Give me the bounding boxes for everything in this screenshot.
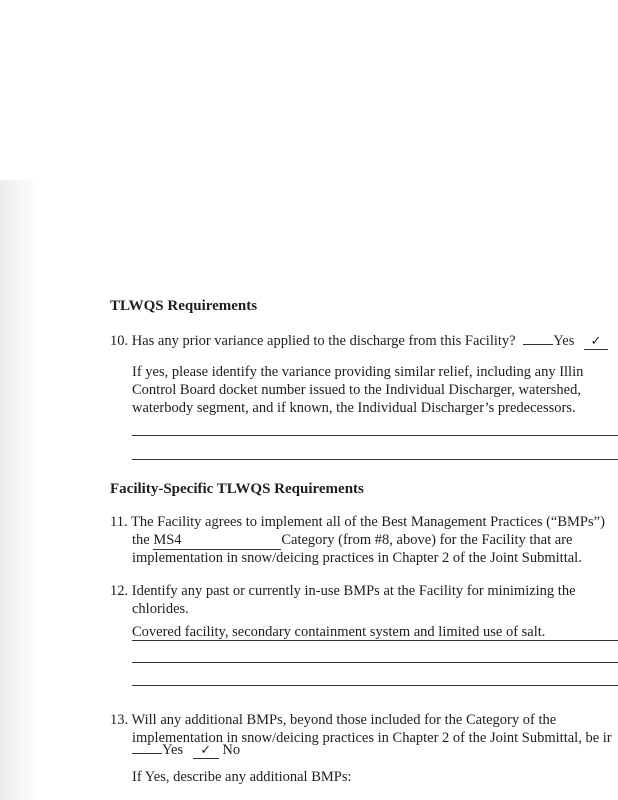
q12-answer-text[interactable]: Covered facility, secondary containment system and limited use of salt. [132,624,546,640]
question-13-line-2: implementation in snow/deicing practices in Chapter 2 of the Joint Submittal, be ir [132,730,612,746]
q13-yes-blank[interactable] [132,740,162,754]
question-10-number: 10. [110,333,129,349]
section-heading-tlwqs-requirements: TLWQS Requirements [110,298,258,314]
question-12-line-2: chlorides. [132,601,189,617]
q10-answer-line-1[interactable] [132,435,618,436]
q13-followup-prompt: If Yes, describe any additional BMPs: [132,769,352,785]
q12-answer-line-2[interactable] [132,662,618,663]
question-11-number: 11. [110,514,128,530]
q11-line-2-suffix: Category (from #8, above) for the Facility that are [281,532,573,548]
q10-detail-line-2: Control Board docket number issued to the Individual Discharger, watershed, [132,382,581,398]
question-13-number: 13. [110,712,129,728]
q13-no-check-mark[interactable]: ✓ [193,742,219,759]
q10-yes-label: Yes [553,333,575,349]
question-12-text: Identify any past or currently in-use BMPs at the Facility for minimizing the [131,583,576,599]
q10-no-check-mark[interactable]: ✓ [584,333,608,350]
q10-yes-blank[interactable] [523,331,553,345]
q13-yes-no-row [132,740,240,759]
question-11-text: The Facility agrees to implement all of the Best Management Practices (“BMPs”) [130,514,605,530]
scan-edge-shadow [0,180,40,800]
q12-answer-line-1[interactable] [132,640,618,641]
question-11-line-3: implementation in snow/deicing practices in Chapter 2 of the Joint Submittal. [132,550,582,566]
q10-answer-line-2[interactable] [132,459,618,460]
q10-detail-line-1: If yes, please identify the variance providing similar relief, including any Illin [132,364,584,380]
question-10-text: Has any prior variance applied to the discharge from this Facility? [131,333,516,349]
question-11-line-1 [110,514,605,531]
question-10 [110,331,608,350]
question-12-number: 12. [110,583,129,599]
question-13-text: Will any additional BMPs, beyond those included for the Category of the [131,712,557,728]
q13-yes-label: Yes [162,742,184,758]
q12-answer-line-3[interactable] [132,685,618,686]
question-12-line-1 [110,583,576,600]
q11-category-field[interactable]: MS4 [153,532,281,550]
q11-line-2-prefix: the [132,532,150,548]
section-heading-facility-specific: Facility-Specific TLWQS Requirements [110,481,364,497]
question-11-line-2 [132,532,572,550]
q13-no-label: No [222,742,241,758]
q10-detail-line-3: waterbody segment, and if known, the Individual Discharger’s predecessors. [132,400,576,416]
question-13-line-1 [110,712,556,729]
